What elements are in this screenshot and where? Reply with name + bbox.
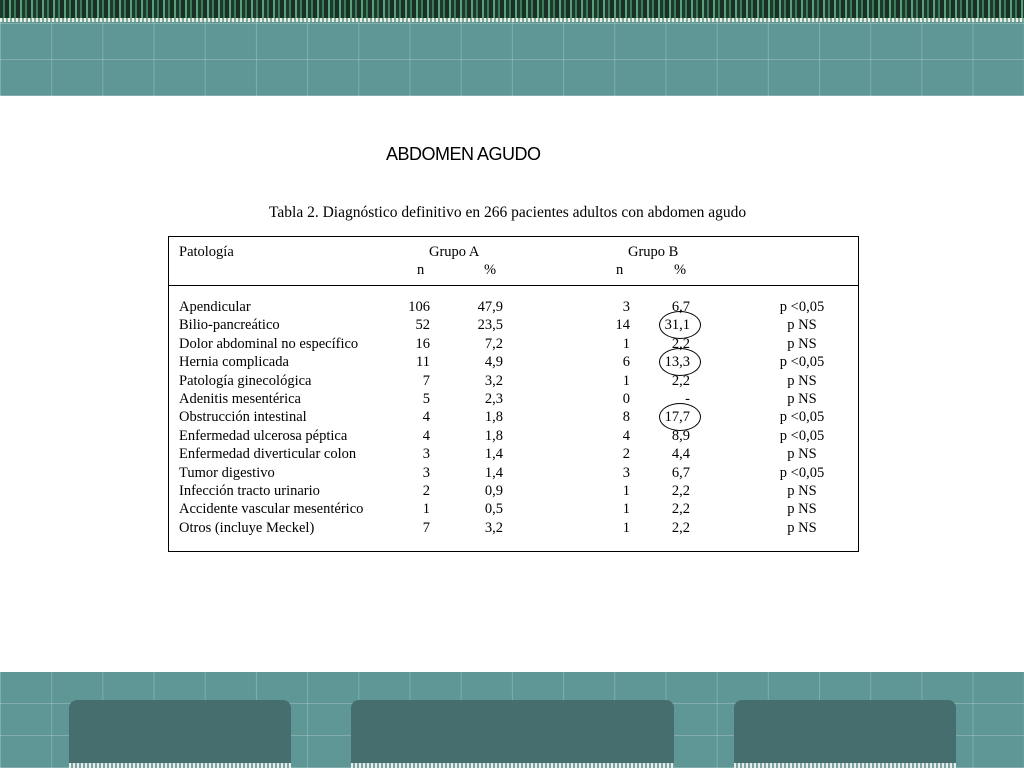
row-label: Adenitis mesentérica xyxy=(179,391,301,407)
row-a-pct: 23,5 xyxy=(477,317,503,334)
highlight-circle xyxy=(659,348,701,376)
row-a-pct: 1,4 xyxy=(484,446,503,463)
row-p-value: p NS xyxy=(787,335,817,352)
row-p-value: p <0,05 xyxy=(779,354,825,371)
row-a-n: 106 xyxy=(408,299,430,315)
row-a-n: 7 xyxy=(422,519,430,536)
row-p-value: p <0,05 xyxy=(779,409,825,426)
row-a-pct: 3,2 xyxy=(484,519,503,536)
row-a-n: 3 xyxy=(422,464,430,481)
row-a-pct: 7,2 xyxy=(484,335,503,352)
row-label: Hernia complicada xyxy=(179,354,289,371)
header-b-pct: % xyxy=(674,262,687,278)
row-a-n: 52 xyxy=(415,317,430,334)
row-label: Accidente vascular mesentérico xyxy=(179,501,364,518)
row-a-n: 4 xyxy=(422,409,430,426)
row-b-pct: 6,7 xyxy=(671,299,690,315)
row-a-pct: 2,3 xyxy=(484,391,503,407)
row-a-pct: 0,5 xyxy=(484,501,503,518)
row-a-pct: 0,9 xyxy=(484,483,503,499)
row-p-value: p NS xyxy=(787,372,817,389)
row-b-pct: 13,3 xyxy=(664,354,690,371)
row-a-n: 4 xyxy=(422,427,430,444)
row-b-pct: 8,9 xyxy=(671,427,690,444)
slide-title: ABDOMEN AGUDO xyxy=(386,144,541,164)
row-p-value: p NS xyxy=(787,483,817,499)
row-label: Tumor digestivo xyxy=(179,464,275,481)
row-b-n: 2 xyxy=(622,446,630,463)
row-b-pct: 2,2 xyxy=(671,501,690,518)
row-label: Obstrucción intestinal xyxy=(179,409,307,426)
row-b-n: 1 xyxy=(622,372,630,389)
row-p-value: p NS xyxy=(787,519,817,536)
row-label: Infección tracto urinario xyxy=(179,483,320,499)
row-a-pct: 47,9 xyxy=(477,299,503,315)
row-label: Patología ginecológica xyxy=(179,372,312,389)
highlight-circle xyxy=(659,311,701,339)
row-b-pct: 2,2 xyxy=(671,519,690,536)
row-a-pct: 4,9 xyxy=(484,354,503,371)
top-grid-band xyxy=(0,22,1024,96)
highlight-circle xyxy=(659,403,701,431)
header-a-n: n xyxy=(417,262,425,278)
row-b-n: 14 xyxy=(615,317,630,334)
row-b-n: 1 xyxy=(622,483,630,499)
table-caption: Tabla 2. Diagnóstico definitivo en 266 pacientes adultos con abdomen agudo xyxy=(269,204,747,221)
row-a-n: 1 xyxy=(422,501,430,518)
row-b-n: 1 xyxy=(622,501,630,518)
row-b-n: 1 xyxy=(622,335,630,352)
row-label: Bilio-pancreático xyxy=(179,317,280,334)
row-b-pct: 2,2 xyxy=(671,335,690,352)
row-a-n: 3 xyxy=(422,446,430,463)
row-b-pct: 31,1 xyxy=(664,317,690,334)
row-a-pct: 1,4 xyxy=(484,464,503,481)
row-p-value: p <0,05 xyxy=(779,464,825,481)
diagnosis-table xyxy=(168,236,859,552)
row-b-pct: 2,2 xyxy=(671,483,690,499)
row-a-n: 5 xyxy=(422,391,430,407)
row-label: Enfermedad diverticular colon xyxy=(179,446,357,463)
row-b-n: 6 xyxy=(622,354,630,371)
row-label: Enfermedad ulcerosa péptica xyxy=(179,427,348,444)
row-a-pct: 1,8 xyxy=(484,427,503,444)
row-p-value: p NS xyxy=(787,391,817,407)
header-a-pct: % xyxy=(484,262,497,278)
row-b-pct: 6,7 xyxy=(671,464,690,481)
row-label: Dolor abdominal no específico xyxy=(179,335,359,352)
row-b-n: 8 xyxy=(622,409,630,426)
row-b-pct: 4,4 xyxy=(671,446,690,463)
header-group-b: Grupo B xyxy=(628,244,679,260)
row-p-value: p NS xyxy=(787,317,817,334)
row-b-n: 3 xyxy=(622,299,630,315)
row-label: Otros (incluye Meckel) xyxy=(179,519,315,536)
row-b-n: 3 xyxy=(622,464,630,481)
footer-tab-center xyxy=(351,700,674,768)
footer-tab-left xyxy=(69,700,291,768)
row-p-value: p <0,05 xyxy=(779,427,825,444)
row-a-n: 16 xyxy=(415,335,430,352)
header-patologia: Patología xyxy=(179,244,234,260)
row-b-n: 0 xyxy=(622,391,630,407)
row-b-n: 1 xyxy=(622,519,630,536)
row-a-n: 11 xyxy=(416,354,430,371)
row-b-pct: - xyxy=(685,391,690,407)
row-p-value: p NS xyxy=(787,501,817,518)
header-group-a: Grupo A xyxy=(429,244,480,260)
row-b-pct: 2,2 xyxy=(671,372,690,389)
row-a-pct: 1,8 xyxy=(484,409,503,426)
row-p-value: p <0,05 xyxy=(779,299,825,315)
row-b-n: 4 xyxy=(622,427,630,444)
header-b-n: n xyxy=(616,262,624,278)
row-a-pct: 3,2 xyxy=(484,372,503,389)
row-p-value: p NS xyxy=(787,446,817,463)
row-a-n: 2 xyxy=(422,483,430,499)
top-decorative-strip xyxy=(0,0,1024,22)
footer-tab-right xyxy=(734,700,956,768)
row-b-pct: 17,7 xyxy=(664,409,690,426)
row-label: Apendicular xyxy=(179,299,251,315)
row-a-n: 7 xyxy=(422,372,430,389)
header-divider xyxy=(169,285,858,286)
